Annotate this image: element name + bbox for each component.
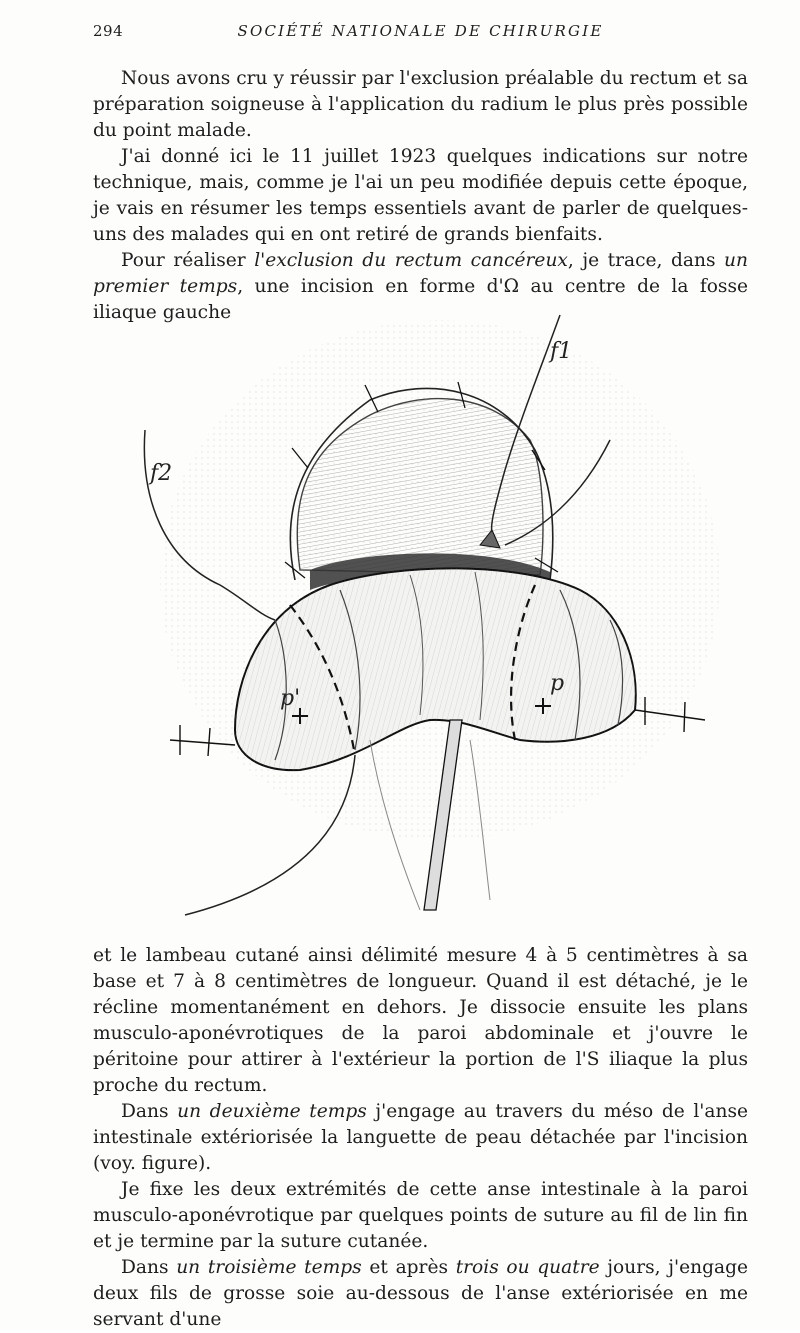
text-run: , je trace, dans — [567, 250, 725, 271]
running-title: SOCIÉTÉ NATIONALE DE CHIRURGIE — [237, 22, 604, 40]
text-run: et après — [361, 1257, 456, 1278]
page-number: 294 — [93, 22, 124, 40]
paragraph: J'ai donné ici le 11 juillet 1923 quelques indications sur notre technique, mais, comme je l'ai un peu modifiée depuis cette époque, je vais en résumer les temps essentiels avant de parler de quelques-uns des malades qui en ont retiré de grands bienfaits. — [93, 146, 748, 245]
label-p: p — [550, 671, 565, 696]
italic-run: un troisième temps — [176, 1257, 362, 1278]
italic-run: trois ou quatre — [455, 1257, 600, 1278]
italic-run: un deuxième temps — [177, 1101, 367, 1122]
paragraph-second — [93, 1099, 748, 1177]
text-run: j'engage au travers du méso de l'anse intestinale extériorisée la languette de peau détachée par l'incision (voy. figure). — [93, 1101, 749, 1174]
text-block-top — [93, 66, 748, 326]
figure-illustration — [140, 300, 720, 930]
paragraph-fix: Je fixe les deux extrémités de cette anse intestinale à la paroi musculo-aponévrotique par quelques points de suture au fil de lin fin et je termine par la suture cutanée. — [93, 1179, 748, 1252]
italic-run: un premier temps — [93, 250, 748, 297]
text-run: , une incision en forme d'Ω au centre de la fosse iliaque gauche — [93, 276, 749, 323]
paragraph: Nous avons cru y réussir par l'exclusion préalable du rectum et sa préparation soigneuse à l'application du radium le plus près possible du point malade. — [93, 68, 748, 141]
label-p-prime: p' — [280, 686, 301, 711]
label-f2: f2 — [150, 461, 173, 486]
text-run: Dans — [121, 1101, 178, 1122]
text-run: jours, j'engage deux fils de grosse soie au-dessous de l'anse extériorisée en me servant d'une — [93, 1257, 749, 1330]
label-f1: f1 — [550, 339, 573, 364]
surgical-figure — [140, 300, 720, 930]
italic-run: l'exclusion du rectum cancéreux — [254, 250, 568, 271]
page-header — [93, 22, 748, 46]
text-block-bottom — [93, 943, 748, 1333]
paragraph-continued: et le lambeau cutané ainsi délimité mesure 4 à 5 centimètres à sa base et 7 à 8 centimètres de longueur. Quand il est détaché, je le récline momentanément en dehors. Je dissocie ensuite les plans musculo-aponévrotiques de la paroi abdominale et j'ouvre le péritoine pour attirer à l'extérieur la portion de l'S iliaque la plus proche du rectum. — [93, 945, 748, 1096]
paragraph-third — [93, 1255, 748, 1333]
text-run: Dans — [121, 1257, 177, 1278]
text-run: Pour réaliser — [121, 250, 255, 271]
